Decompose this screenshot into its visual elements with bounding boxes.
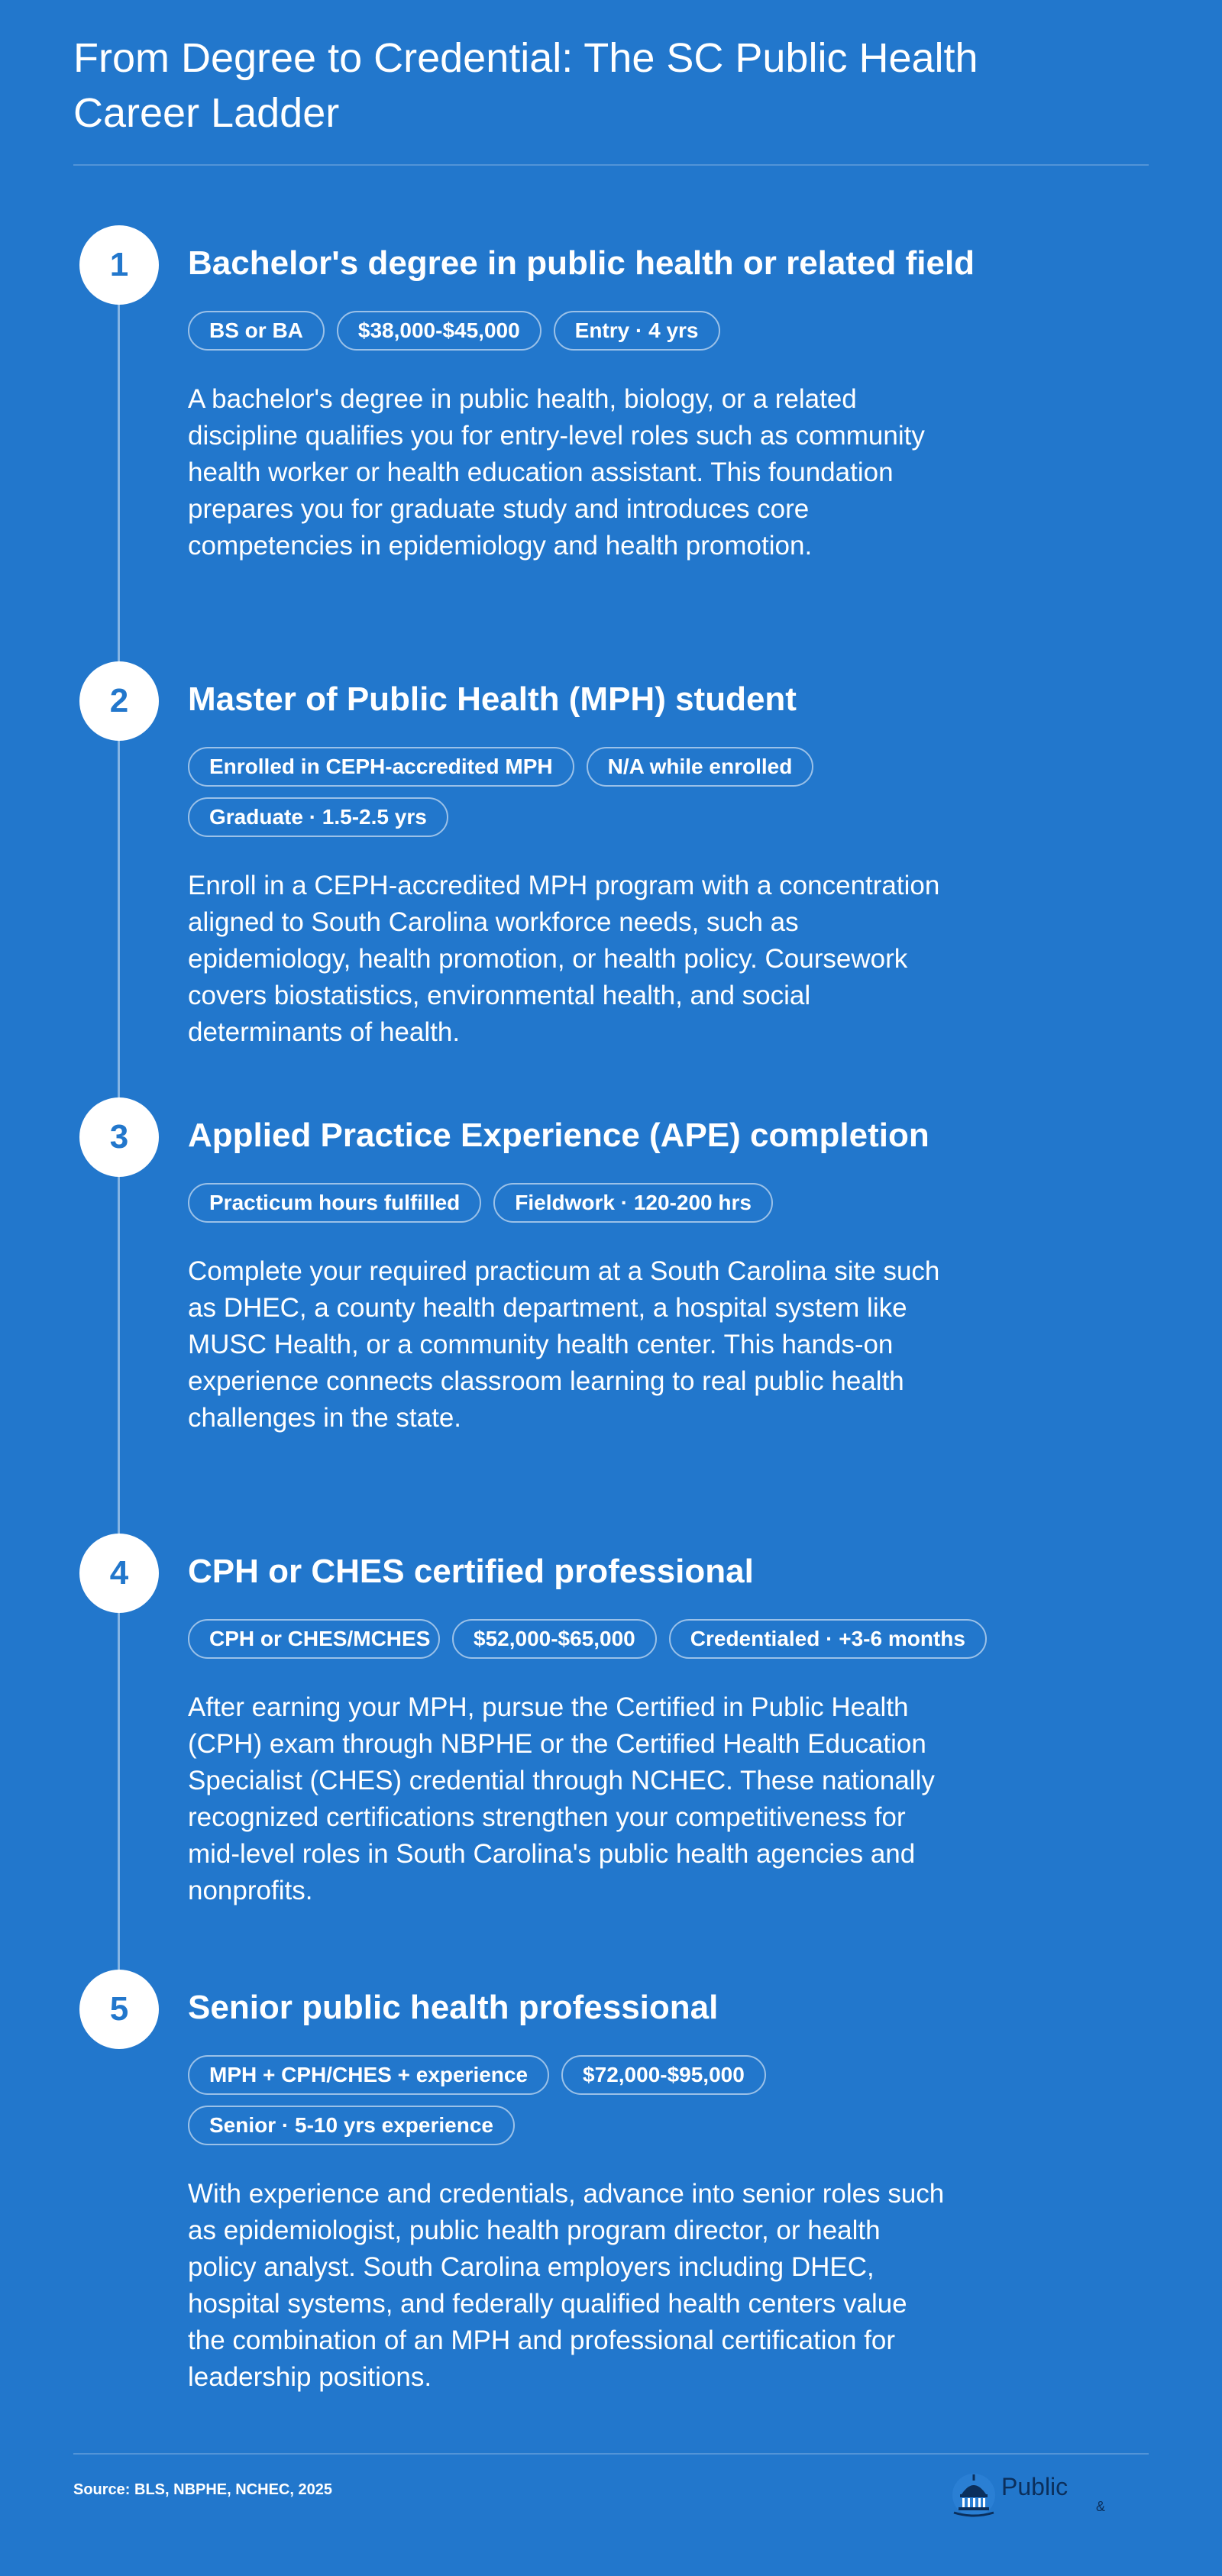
header-divider: [73, 164, 1149, 166]
step-title: CPH or CHES certified professional: [188, 1553, 754, 1590]
step-number: 4: [79, 1534, 159, 1613]
salary-badge: $38,000-$45,000: [337, 311, 541, 351]
step-number: 5: [79, 1970, 159, 2049]
stage-badge: Credentialed · +3-6 months: [669, 1619, 987, 1659]
badge-list: [188, 1183, 1066, 1223]
step-content: [188, 225, 1066, 564]
logo-wordmark: Public: [1001, 2473, 1068, 2500]
step-title: Bachelor's degree in public health or related field: [188, 244, 975, 282]
step-description: After earning your MPH, pursue the Certified in Public Health (CPH) exam through NBPHE or the Certified Health Education Specialist (CHES) credential through NCHEC. These nationally recognized certifications strengthen your competitiveness for mid-level roles in South Carolina's public health agencies and nonprofits.: [188, 1692, 935, 1905]
step-description: Complete your required practicum at a South Carolina site such as DHEC, a county health department, a hospital system like MUSC Health, or a community health center. This hands-on experience connects classroom learning to real public health challenges in the state.: [188, 1256, 940, 1433]
footer-divider: [73, 2453, 1149, 2455]
badge-list: [188, 311, 1066, 351]
salary-badge: $72,000-$95,000: [561, 2055, 766, 2095]
qualification-badge: Practicum hours fulfilled: [188, 1183, 481, 1223]
step-title: Master of Public Health (MPH) student: [188, 680, 797, 718]
stage-badge: Senior · 5-10 yrs experience: [188, 2106, 515, 2145]
step-content: [188, 1534, 1066, 1909]
logo-ampersand: &: [1096, 2499, 1106, 2514]
badge-list: [188, 747, 891, 837]
step-title: Senior public health professional: [188, 1989, 719, 2026]
stage-badge: Fieldwork · 120-200 hrs: [493, 1183, 773, 1223]
step-description: Enroll in a CEPH-accredited MPH program with a concentration aligned to South Carolina workforce needs, such as epidemiology, health promotion, or health policy. Coursework covers biostatistics, environmental health, and social determinants of health.: [188, 871, 940, 1047]
organization-logo: [951, 2471, 1134, 2525]
salary-badge: $52,000-$65,000: [452, 1619, 657, 1659]
step-number: 1: [79, 225, 159, 305]
source-note: Source: BLS, NBPHE, NCHEC, 2025: [73, 2481, 332, 2498]
qualification-badge: MPH + CPH/CHES + experience: [188, 2055, 549, 2095]
step-number: 2: [79, 661, 159, 741]
capitol-dome-icon: [951, 2471, 997, 2519]
badge-list: [188, 1619, 1066, 1659]
step-content: [188, 1097, 1066, 1437]
step-content: [188, 1970, 1066, 2396]
qualification-badge: Enrolled in CEPH-accredited MPH: [188, 747, 574, 787]
step-description: A bachelor's degree in public health, biology, or a related discipline qualifies you for entry-level roles such as community health worker or health education assistant. This foundation prepares you for graduate study and introduces core competencies in epidemiology and health promotion.: [188, 384, 925, 561]
qualification-badge: BS or BA: [188, 311, 325, 351]
step-number: 3: [79, 1097, 159, 1177]
page-title: From Degree to Credential: The SC Public Health Career Ladder: [73, 35, 978, 136]
stage-badge: Entry · 4 yrs: [554, 311, 720, 351]
stage-badge: Graduate · 1.5-2.5 yrs: [188, 797, 448, 837]
step-title: Applied Practice Experience (APE) completion: [188, 1117, 929, 1154]
step-description: With experience and credentials, advance into senior roles such as epidemiologist, public health program director, or health policy analyst. South Carolina employers including DHEC, hospital systems, and federally qualified health centers value the combination of an MPH and professional certification for leadership positions.: [188, 2179, 945, 2392]
step-content: [188, 661, 1066, 1051]
salary-badge: N/A while enrolled: [587, 747, 814, 787]
badge-list: [188, 2055, 875, 2145]
qualification-badge: CPH or CHES/MCHES: [188, 1619, 440, 1659]
header: [73, 31, 1149, 141]
